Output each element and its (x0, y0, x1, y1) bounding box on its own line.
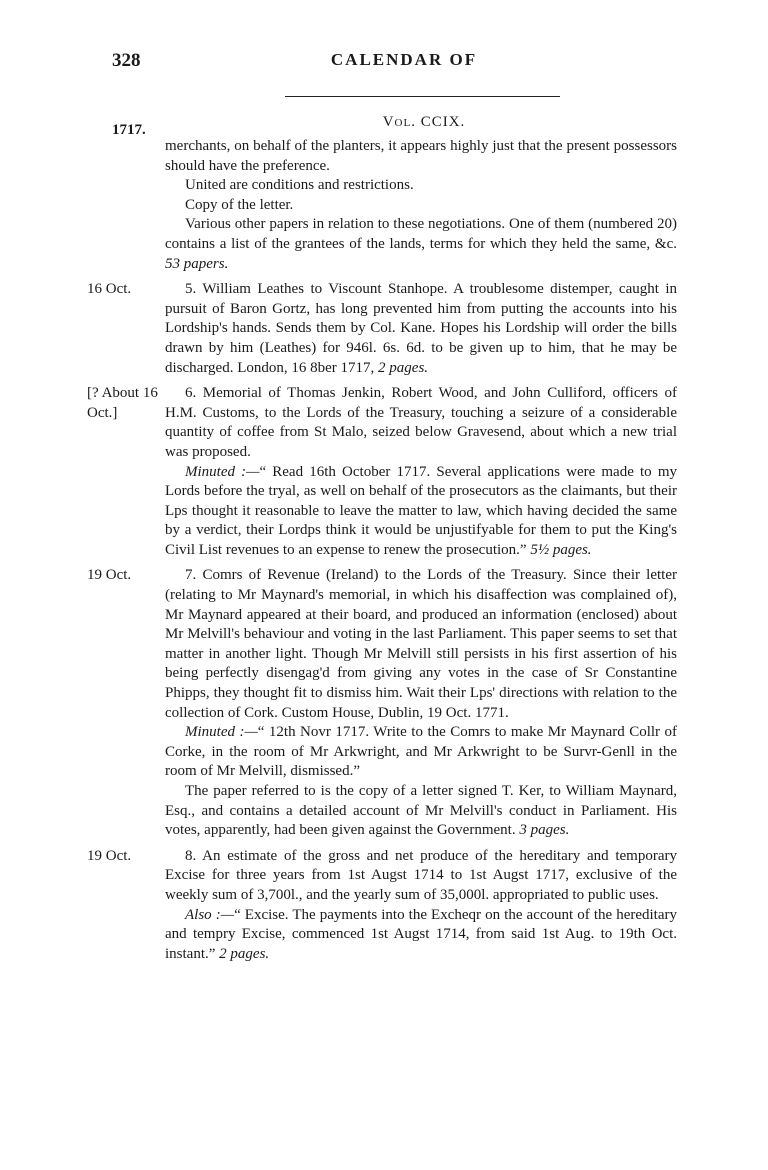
entry-date: 19 Oct. (87, 847, 132, 864)
minuted-label: Minuted :— (185, 463, 260, 480)
continuation-paragraph: United are conditions and restrictions. (185, 177, 414, 194)
page-count: 3 pages. (519, 822, 570, 839)
page-count: 2 pages. (378, 359, 429, 376)
calendar-entry (87, 566, 677, 840)
entry-date: 19 Oct. (87, 567, 132, 584)
also-paragraph: Also :—“ Excise. The payments into the Excheqr on the account of the hereditary and tempry Excise, commenced 1st Augst 1714, from said 1st Aug. to 19th Oct. instant.” 2 pages. (165, 906, 678, 962)
calendar-entry (87, 280, 677, 378)
page-number: 328 (112, 50, 141, 71)
page-body (87, 137, 678, 964)
calendar-entry (87, 847, 678, 965)
page-count: 53 papers. (165, 255, 229, 272)
page-header (0, 50, 768, 80)
continuation-paragraph: Various other papers in relation to these negotiations. One of them (numbered 20) contains a list of the grantees of the lands, terms for which they held the same, &c. 53 papers. (165, 216, 677, 272)
page-count: 5½ pages. (530, 541, 592, 558)
calendar-entry (87, 384, 677, 560)
note-paragraph: The paper referred to is the copy of a letter signed T. Ker, to William Maynard, Esq., and contains a detailed account of Mr Melvill's conduct in Parliament. His votes, apparently, had been given against the Government. 3 pages. (165, 783, 677, 839)
running-title: CALENDAR OF (330, 50, 478, 69)
entry-date: 16 Oct. (87, 281, 132, 298)
also-label: Also :— (185, 906, 235, 923)
continuation-paragraph: merchants, on behalf of the planters, it appears highly just that the present possessors should have the preference. (165, 138, 677, 174)
entry-date: [? About 16 Oct.] (87, 385, 158, 421)
minuted-paragraph: Minuted :—“ Read 16th October 1717. Several applications were made to my Lords before the tryal, as well on behalf of the prosecutors as the claimants, but their Lps thought it reasonable to leave the matter to law, which having decided the same by a verdict, their Lordps think it would be unjustifyable for them to put the King's Civil List revenues to an expense to renew the prosecution.” 5½ pages. (165, 463, 677, 558)
continuation-paragraph: Copy of the letter. (185, 196, 294, 213)
entry-text: 8. An estimate of the gross and net produce of the hereditary and temporary Excise for three years from 1st Augst 1714 to 1st Augst 1717, exclusive of the weekly sum of 3,700l., and the yearly sum of 35,000l. appropriated to public uses. (165, 847, 677, 903)
header-rule (285, 96, 560, 97)
minuted-paragraph: Minuted :—“ 12th Novr 1717. Write to the Comrs to make Mr Maynard Collr of Corke, in the room of Mr Arkwright, and Mr Arkwright to be Survr-Genll in the room of Mr Melvill, dismissed.” (165, 724, 677, 780)
entry-text: 6. Memorial of Thomas Jenkin, Robert Wood, and John Culliford, officers of H.M. Customs, to the Lords of the Treasury, touching a seizure of a considerable quantity of coffee from St Malo, seized below Gravesend, about which a new trial was proposed. (165, 385, 677, 460)
minuted-label: Minuted :— (185, 724, 258, 741)
volume-heading: Vol. CCIX. (382, 114, 466, 130)
page-count: 2 pages. (219, 945, 270, 962)
year-margin: 1717. (112, 122, 146, 138)
entry-text: 7. Comrs of Revenue (Ireland) to the Lords of the Treasury. Since their letter (relating to Mr Maynard's memorial, in which his disaffection was complained of), Mr Maynard appeared at their board, and produced an information (enclosed) about Mr Melvill's behaviour and voting in the last Parliament. This paper seems to set that matter in another light. Though Mr Melvill still persists in his first assertion of his being perfectly disengag'd from giving any votes in the case of Sr Constantine Phipps, they thought fit to dismiss him. Wait their Lps' directions with relation to the collection of Cork. Custom House, Dublin, 19 Oct. 1771. (165, 567, 677, 721)
entry-text: 5. William Leathes to Viscount Stanhope. A troublesome distemper, caught in pursuit of Baron Gortz, has long prevented him from putting the accounts into his Lordship's hands. Sends them by Col. Kane. Hopes his Lordship will order the bills drawn by him (Leathes) for 946l. 6s. 6d. to be given up to him, that he may be discharged. London, 16 8ber 1717, 2 pages. (165, 281, 677, 376)
